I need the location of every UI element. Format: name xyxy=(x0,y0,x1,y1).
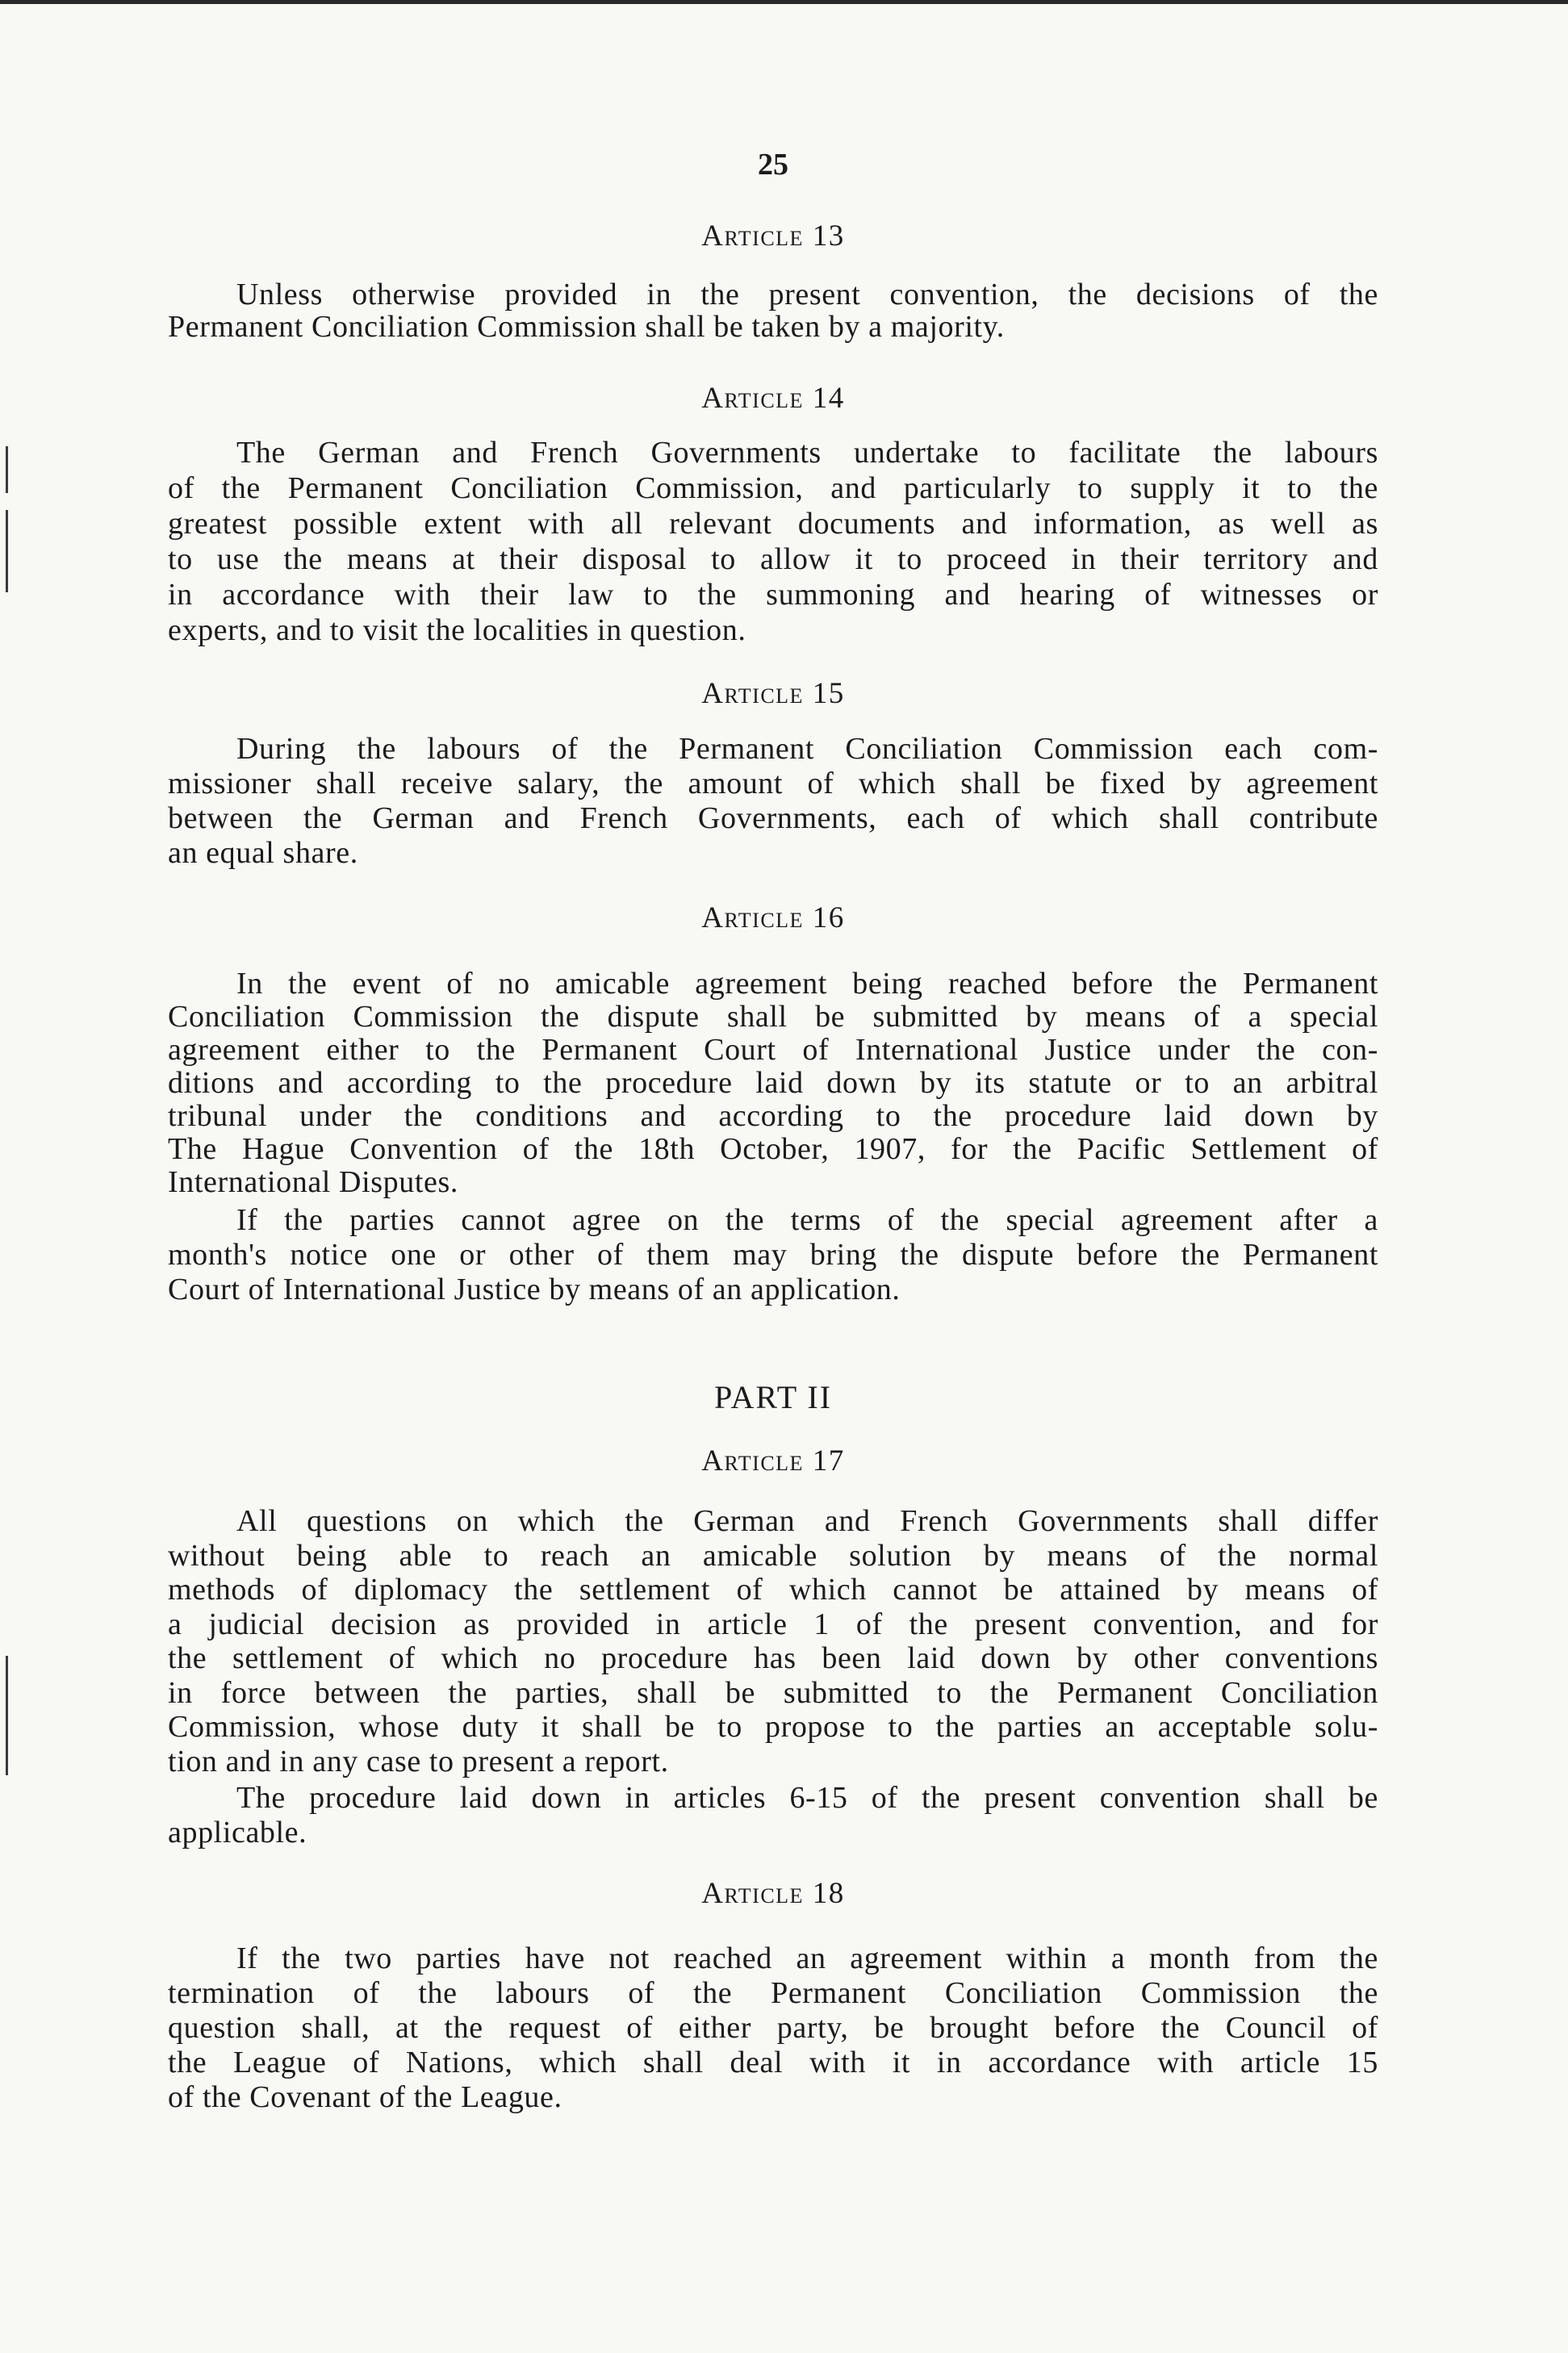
text-line: the League of Nations, which shall deal with it in accordance with article 15 xyxy=(168,2046,1378,2079)
text-line: Permanent Conciliation Commission shall be taken by a majority. xyxy=(168,310,1005,344)
article-16-paragraph-2 xyxy=(168,1203,1378,1307)
text-line: the settlement of which no procedure has been laid down by other conventions xyxy=(168,1641,1378,1675)
text-line: between the German and French Governments, each of which shall contribute xyxy=(168,801,1378,835)
text-line: ditions and according to the procedure laid down by its statute or to an arbitral xyxy=(168,1066,1378,1100)
text-line: missioner shall receive salary, the amount of which shall be fixed by agreement xyxy=(168,767,1378,800)
text-line: If the two parties have not reached an agreement within a month from the xyxy=(236,1941,1378,1975)
text-line: applicable. xyxy=(168,1816,307,1849)
article-13-paragraph xyxy=(168,278,1378,343)
scan-mark xyxy=(6,1656,8,1775)
text-line: tribunal under the conditions and according to the procedure laid down by xyxy=(168,1099,1378,1133)
article-14-heading: Article 14 xyxy=(701,382,845,415)
text-line: month's notice one or other of them may bring the dispute before the Permanent xyxy=(168,1238,1378,1272)
scan-border-line xyxy=(0,0,1568,4)
text-line: The procedure laid down in articles 6-15 of the present convention shall be xyxy=(236,1781,1378,1815)
text-line: During the labours of the Permanent Conciliation Commission each com- xyxy=(236,732,1378,766)
text-line: experts, and to visit the localities in question. xyxy=(168,613,746,647)
article-16-heading: Article 16 xyxy=(701,901,845,934)
article-14-paragraph xyxy=(168,435,1378,648)
text-line: If the parties cannot agree on the terms of the special agreement after a xyxy=(236,1203,1378,1237)
article-18-heading: Article 18 xyxy=(701,1877,845,1910)
text-line: an equal share. xyxy=(168,836,358,870)
text-line: methods of diplomacy the settlement of which cannot be attained by means of xyxy=(168,1573,1378,1607)
text-line: The Hague Convention of the 18th October, 1907, for the Pacific Settlement of xyxy=(168,1132,1378,1166)
text-line: of the Covenant of the League. xyxy=(168,2080,562,2114)
article-17-heading: Article 17 xyxy=(701,1444,845,1477)
text-line: Commission, whose duty it shall be to propose to the parties an acceptable solu- xyxy=(168,1710,1378,1744)
scan-mark xyxy=(6,510,8,592)
text-line: greatest possible extent with all relevant documents and information, as well as xyxy=(168,507,1378,541)
text-line: to use the means at their disposal to allow it to proceed in their territory and xyxy=(168,542,1378,576)
text-line: in accordance with their law to the summoning and hearing of witnesses or xyxy=(168,578,1378,612)
text-line: termination of the labours of the Permanent Conciliation Commission the xyxy=(168,1976,1378,2010)
text-line: International Disputes. xyxy=(168,1165,458,1199)
text-line: question shall, at the request of either party, be brought before the Council of xyxy=(168,2011,1378,2045)
article-15-heading: Article 15 xyxy=(701,677,845,710)
article-13-heading: Article 13 xyxy=(701,219,845,253)
article-15-paragraph xyxy=(168,732,1378,871)
text-line: All questions on which the German and French Governments shall differ xyxy=(236,1504,1378,1538)
text-line: in force between the parties, shall be submitted to the Permanent Conciliation xyxy=(168,1675,1378,1710)
text-line: without being able to reach an amicable solution by means of the normal xyxy=(168,1538,1378,1573)
text-line: tion and in any case to present a report. xyxy=(168,1744,669,1778)
article-17-paragraph-2 xyxy=(168,1781,1378,1850)
text-line: Conciliation Commission the dispute shall be submitted by means of a special xyxy=(168,1000,1378,1034)
article-16-paragraph-1 xyxy=(168,968,1378,1199)
page-number: 25 xyxy=(758,148,788,182)
scan-mark xyxy=(6,446,8,493)
text-line: agreement either to the Permanent Court of International Justice under the con- xyxy=(168,1033,1378,1067)
text-line: The German and French Governments undertake to facilitate the labours xyxy=(236,436,1378,470)
text-line: a judicial decision as provided in article 1 of the present convention, and for xyxy=(168,1607,1378,1641)
article-18-paragraph xyxy=(168,1941,1378,2115)
part-heading: PART II xyxy=(713,1379,833,1415)
text-line: of the Permanent Conciliation Commission, and particularly to supply it to the xyxy=(168,471,1378,505)
text-line: Unless otherwise provided in the present convention, the decisions of the xyxy=(236,278,1378,311)
text-line: In the event of no amicable agreement being reached before the Permanent xyxy=(236,967,1378,1001)
text-line: Court of International Justice by means of an application. xyxy=(168,1273,901,1306)
article-17-paragraph-1 xyxy=(168,1504,1378,1778)
